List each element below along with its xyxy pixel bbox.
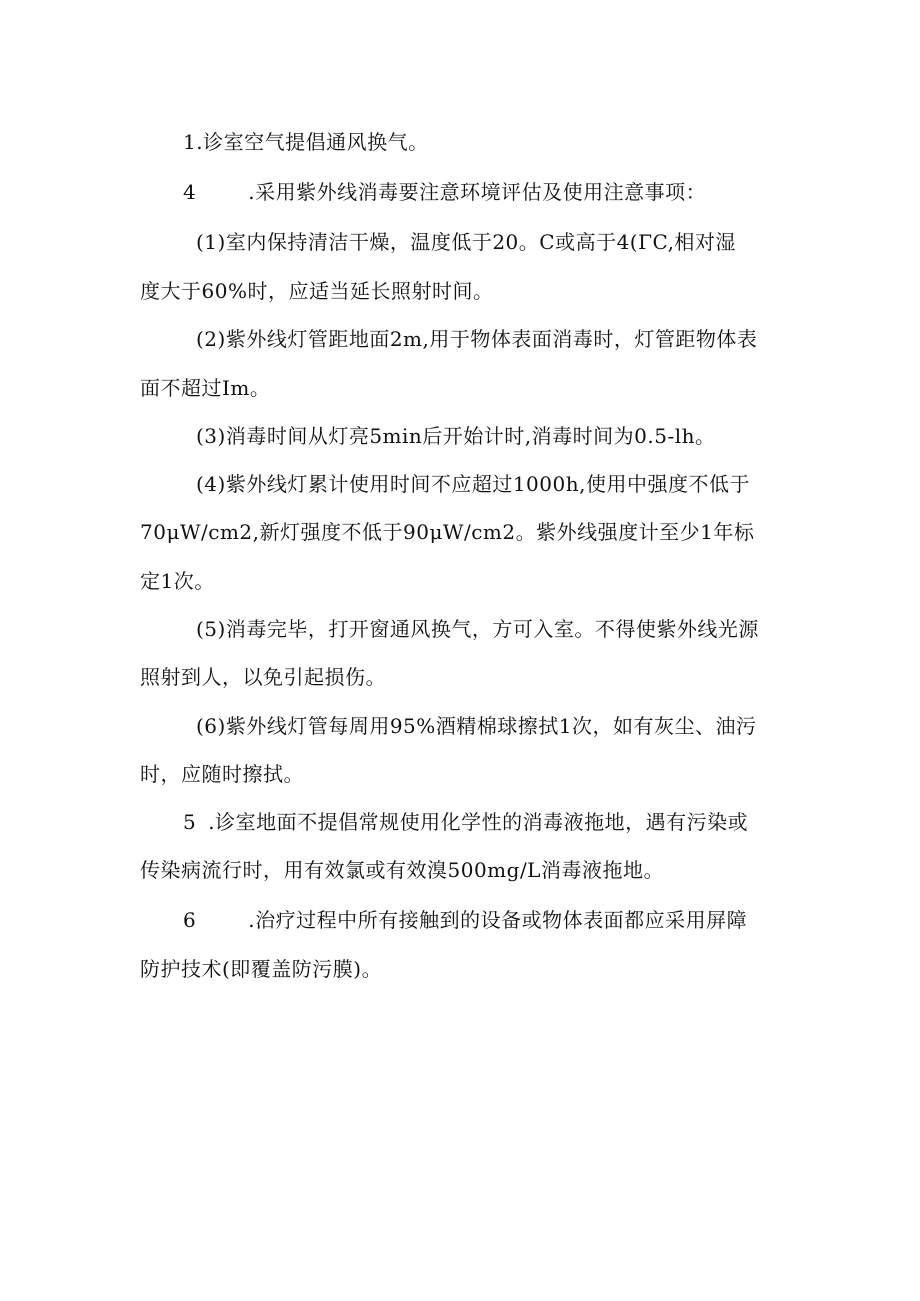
sub-5-line-2 bbox=[140, 663, 386, 691]
item-6-text-1: .治疗过程中所有接触到的设备或物体表面都应采用屏障 bbox=[248, 908, 748, 932]
sub-4-line-3 bbox=[140, 567, 215, 595]
sub-1-text-1: (1)室内保持清洁干燥，温度低于20。C或高于4(ΓC,相对湿 bbox=[196, 230, 736, 254]
item-5-text-2: 传染病流行时，用有效氯或有效溴500mg/L消毒液拖地。 bbox=[140, 858, 664, 882]
sub-5-line-1 bbox=[196, 615, 759, 643]
sub-1-text-2: 度大于60%时，应适当延长照射时间。 bbox=[140, 279, 494, 303]
sub-5-text-1: (5)消毒完毕，打开窗通风换气，方可入室。不得使紫外线光源 bbox=[196, 617, 759, 641]
item-6-line-1 bbox=[183, 906, 747, 934]
item-4-number: 4 bbox=[183, 180, 197, 204]
sub-2-line-2 bbox=[140, 374, 270, 402]
sub-1-line-1 bbox=[196, 228, 736, 256]
sub-6-text-2: 时，应随时擦拭。 bbox=[140, 762, 304, 786]
item-1-text: 1.诊室空气提倡通风换气。 bbox=[183, 130, 429, 154]
sub-5-text-2: 照射到人，以免引起损伤。 bbox=[140, 665, 386, 689]
sub-6-line-1 bbox=[196, 712, 757, 740]
item-1 bbox=[183, 128, 429, 156]
sub-4-text-1: (4)紫外线灯累计使用时间不应超过1000h,使用中强度不低于 bbox=[196, 472, 750, 496]
item-5-line-1 bbox=[183, 808, 748, 836]
sub-4-line-2 bbox=[140, 518, 754, 546]
sub-4-text-3: 定1次。 bbox=[140, 569, 215, 593]
sub-6-line-2 bbox=[140, 760, 304, 788]
item-6-text-2: 防护技术(即覆盖防污膜)。 bbox=[140, 957, 383, 981]
sub-3-text-1: (3)消毒时间从灯亮5min后开始计时,消毒时间为0.5-lh。 bbox=[196, 424, 716, 448]
sub-2-text-2: 面不超过Im。 bbox=[140, 376, 271, 400]
sub-1-line-2 bbox=[140, 277, 493, 305]
item-6-line-2 bbox=[140, 955, 382, 983]
item-5-number: 5 bbox=[183, 810, 197, 834]
item-5-line-2 bbox=[140, 856, 664, 884]
sub-2-line-1 bbox=[196, 325, 757, 353]
sub-2-text-1: (2)紫外线灯管距地面2m,用于物体表面消毒时，灯管距物体表 bbox=[196, 327, 758, 351]
item-5-text-1: .诊室地面不提倡常规使用化学性的消毒液拖地，遇有污染或 bbox=[208, 810, 749, 834]
sub-4-text-2: 70μW/cm2,新灯强度不低于90μW/cm2。紫外线强度计至少1年标 bbox=[140, 520, 755, 544]
sub-6-text-1: (6)紫外线灯管每周用95%酒精棉球擦拭1次，如有灰尘、油污 bbox=[196, 714, 757, 738]
item-4 bbox=[183, 178, 706, 206]
item-4-text: .采用紫外线消毒要注意环境评估及使用注意事项： bbox=[248, 180, 707, 204]
sub-4-line-1 bbox=[196, 470, 750, 498]
sub-3-line-1 bbox=[196, 422, 716, 450]
item-6-number: 6 bbox=[183, 908, 197, 932]
